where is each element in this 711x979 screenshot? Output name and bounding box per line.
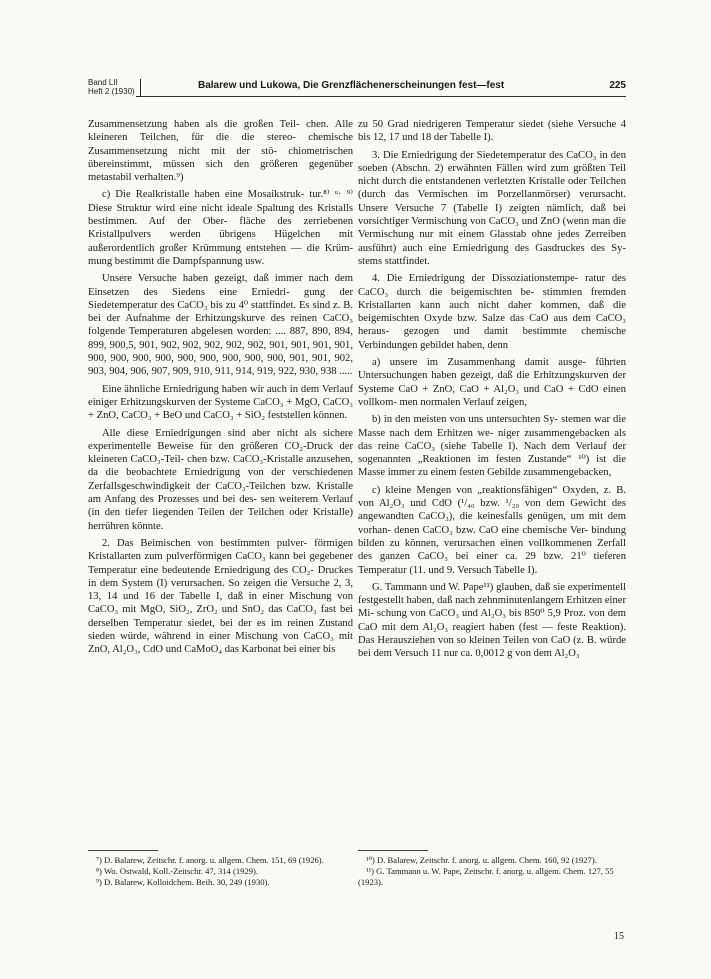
header-rule: [140, 96, 626, 97]
footnote: ¹⁰) D. Balarew, Zeitschr. f. anorg. u. allgem. Chem. 160, 92 (1927).: [366, 855, 597, 865]
paragraph: 3. Die Erniedrigung der Siedetemperatur des CaCO₃ in den soeben (Abschn. 2) erwähnten Fällen wird zum größten Teil nicht durch die entstandenen verletzten Kristalle oder Teilchen (durch das Vermischen im Porzellanmörser) verursacht. Unsere Versuche 7 (Tabelle I) zeigten nämlich, daß bei vorsichtiger Vermischung von CaCO₃ und ZnO (wenn man die Vermischung nur mit einem Glasstab ohne jedes Zerreiben ausführt) auch eine Erniedrigung des Gasdruckes des Sy- stems stattfindet.: [358, 149, 626, 267]
footnote-rule-left: [88, 850, 158, 851]
paragraph: Alle diese Erniedrigungen sind aber nicht als sichere experimentelle Beweise für den größeren CO₂-Druck der kleineren CaCO₃-Teil- chen bzw. CaCO₃-Kristalle anzusehen, da die beobachtete Erniedrigung von der verschiedenen Zerfallsgeschwindigkeit der CaCO₃-Teilchen bzw. Kristalle am Anfang des Prozesses und bei des- sen weiterem Verlauf (in den tiefer liegenden Teilen der Teilchen oder Kristalle) herrühren könnte.: [88, 427, 353, 532]
footnote: ⁸) Wo. Ostwald, Koll.-Zeitschr. 47, 314 (1929).: [96, 866, 259, 876]
running-title: Balarew und Lukowa, Die Grenzflächenerscheinungen fest—fest: [198, 80, 505, 91]
footnote: ⁹) D. Balarew, Kolloidchem. Beih. 30, 249 (1930).: [96, 877, 270, 887]
footnotes-right: [358, 855, 626, 888]
paragraph: 4. Die Erniedrigung der Dissoziationstempe- ratur des CaCO₃ durch die beigemischten be- stimmten fremden Kristallarten kann auch nicht daher kommen, daß die beigemischten Oxyde bzw. Salze das CaO aus dem CaCO₃ heraus- gezogen und damit bestimmte chemische Verbindungen gebildet haben, denn: [358, 273, 626, 351]
left-column: [88, 118, 353, 657]
footnotes-left: [88, 855, 353, 888]
paragraph: b) in den meisten von uns untersuchten Sy- stemen war die Masse nach dem Erhitzen we- niger zusammengebacken als das reine CaCO₃ (siehe Tabelle I). Nach dem Verlauf der sogenannten „Reaktionen im festen Zustande“ ¹⁰) ist die Masse immer zu einem festen Gebilde zusammengebacken,: [358, 414, 626, 479]
paragraph: a) unsere im Zusammenhang damit ausge- führten Untersuchungen haben gezeigt, daß die Erhitzungskurven der Systeme CaO + ZnO, CaO + Al₂O₃ und CaO + CdO einen vollkom- men normalen Verlauf zeigen,: [358, 357, 626, 408]
paragraph: Eine ähnliche Erniedrigung haben wir auch in dem Verlauf einiger Erhitzungskurven der Systeme CaCO₃ + MgO, CaCO₃ + ZnO, CaCO₃ + BeO und CaCO₃ + SiO₂ feststellen können.: [88, 383, 353, 422]
right-column: [358, 118, 626, 661]
footnote: ¹¹) G. Tammann u. W. Pape, Zeitschr. f. anorg. u. allgem. Chem. 127, 55 (1923).: [358, 866, 614, 887]
paragraph: G. Tammann und W. Pape¹¹) glauben, daß sie experimentell festgestellt haben, daß nach zehnminutenlangem Erhitzen einer Mi- schung von CaCO₃ und Al₂O₃ bis 850⁰ 5,9 Proz. von dem CaO mit dem Al₂O₃ reagiert haben (fest — feste Reaktion). Das Herausziehen von so kleinen Teilen von CaO (z. B. würde bei dem Versuch 11 nur ca. 0,0012 g von dem Al₂O₃: [358, 581, 626, 660]
running-header: [88, 78, 626, 102]
paragraph: Zusammensetzung haben als die großen Teil- chen. Alle kleineren Teilchen, für die die stereo- chemische Zusammensetzung nicht mit der stö- chiometrischen übereinstimmt, müssen sich den größeren gegenüber metastabil verhalten.⁹): [88, 119, 353, 184]
footnote: ⁷) D. Balarew, Zeitschr. f. anorg. u. allgem. Chem. 151, 69 (1926).: [96, 855, 324, 865]
paragraph: c) Die Realkristalle haben eine Mosaikstruk- tur.⁸⁾ ᵘ· ⁹⁾ Diese Struktur wird eine nicht ideale Spaltung des Kristalls bestimmen. Auf der Ober- fläche des zerriebenen Kristallpulvers werden übrigens Hügelchen mit außerordentlich großer Krümmung entstehen — die Krüm- mung bestimmt die Dampfspannung usw.: [88, 189, 353, 267]
paragraph: Unsere Versuche haben gezeigt, daß immer nach dem Einsetzen des Siedens eine Erniedri- gung der Siedetemperatur des CaCO₃ bis zu 4⁰ stattfindet. Es sind z. B. bei der Aufnahme der Erhitzungskurve des reinen CaCO₃ folgende Temperaturen abgelesen worden: .... 887, 890, 894, 899, 900,5, 901, 902, 902, 902, 902, 902, 901, 901, 901, 901, 900, 900, 900, 900, 900, 900, 900, 900, 900, 901, 901, 902, 903, 904, 906, 907, 909, 910, 911, 914, 919, 922, 930, 938 .....: [88, 273, 353, 378]
heft-line: Heft 2 (1930): [88, 87, 135, 96]
footer-page-number: 15: [614, 931, 624, 942]
paragraph: zu 50 Grad niedrigeren Temperatur siedet (siehe Versuche 4 bis 12, 17 und 18 der Tabelle I).: [358, 119, 626, 144]
paragraph: c) kleine Mengen von „reaktionsfähigen“ Oxyden, z. B. von Al₂O₃ und CdO (¹/₄₀ bzw. ¹/₂₀ von dem Gewicht des angewandten CaCO₃), die keinesfalls genügen, um mit dem vorhan- denen CaCO₃ bzw. CaO eine chemische Ver- bindung bilden zu können, verursachen einen vollkommenen Zerfall des ganzen CaCO₃ bei einer ca. 29 bzw. 21⁰ tieferen Temperatur (11. und 9. Versuch Tabelle I).: [358, 484, 626, 576]
footnote-rule-right: [358, 850, 428, 851]
paragraph: 2. Das Beimischen von bestimmten pulver- förmigen Kristallarten zum pulverförmigen CaCO₃ kann bei gegebener Temperatur eine bedeutende Erniedrigung des CO₂- Druckes in dem System (I) verursachen. So zeigen die Versuche 2, 3, 13, 14 und 16 der Tabelle I, daß in einer Mischung von CaCO₃ mit MgO, SiO₂, ZrO₂ und SnO₂ das CaCO₃ fast bei derselben Temperatur siedet, bei der es im reinen Zustand sieden würde, während in einer Mischung von CaCO₃ mit ZnO, Al₂O₃, CdO und CaMoO₄ das Karbonat bei einer bis: [88, 537, 353, 656]
band-line: Band LII: [88, 78, 118, 87]
header-page-number: 225: [609, 80, 626, 91]
header-bracket: [136, 79, 141, 97]
volume-info: [88, 78, 135, 96]
